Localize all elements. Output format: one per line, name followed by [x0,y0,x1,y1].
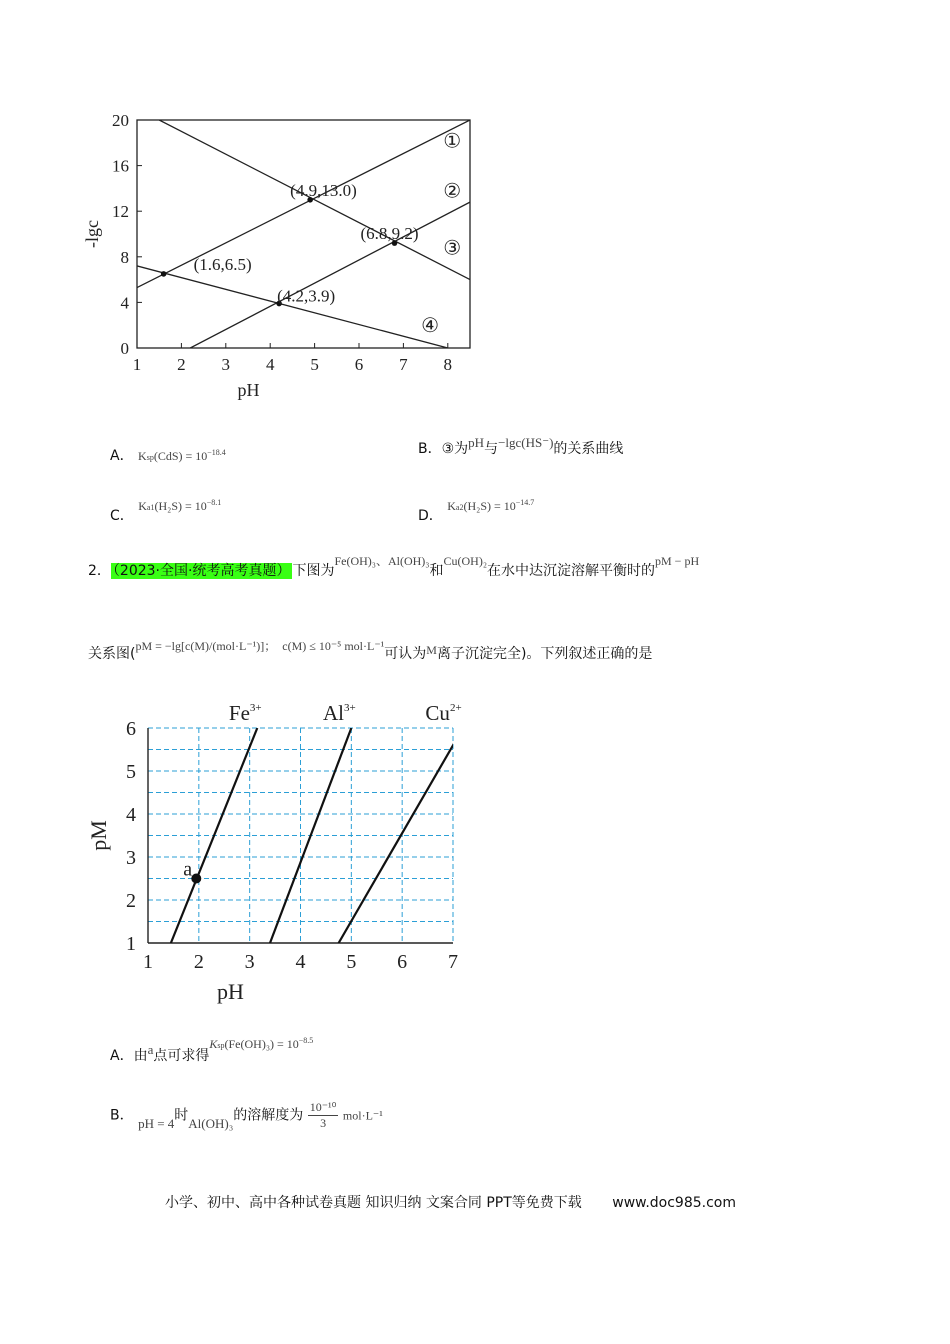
y-tick-label: 0 [120,339,129,358]
footer-text: 小学、初中、高中各种试卷真题 知识归纳 文案合同 PPT等免费下载 [165,1195,582,1211]
chart-lgc-vs-ph [80,108,500,408]
chart-pm-vs-ph [80,695,520,1015]
y-tick-label: 16 [112,156,129,176]
y-tick-label: 6 [126,718,136,740]
grid [148,728,453,943]
q1-option-b[interactable]: B．③为pH与−lgc(HS⁻)的关系曲线 [418,435,624,457]
x-tick-label: 4 [265,355,275,374]
x-tick-label: 5 [346,951,357,973]
x-tick-label: 4 [295,951,306,973]
series-group [137,120,470,348]
y-tick-label: 4 [120,293,129,313]
x-tick-label: 3 [221,355,231,374]
intersection-point [161,271,167,277]
curve-label-fe: $Fe^{3+}$ [228,701,262,725]
y-tick-label: 3 [126,847,136,869]
curve-label-3: ③ [443,237,462,260]
footer-url[interactable]: www.doc985.com [612,1195,736,1211]
curve-4 [137,266,448,348]
y-tick-label: 2 [126,890,136,912]
curve-al [270,728,351,943]
x-tick-label: 7 [399,355,408,374]
q2-stem-line2: 关系图($^{pM = -lg[c(M)/(mol\cdot L^{-1})];}$ $^{c(M) \le 10^{-5} mol\cdot L^{-1}}$可认为$^M$离子沉淀完全)。下列叙述正确的是 [88,639,653,662]
y-axis-label: pM [86,820,111,851]
q1-option-d[interactable]: D． $Ka2(H_2S) = 10^{-14.7}$ [418,498,535,524]
x-tick-label: 3 [244,951,255,973]
curve-label-1: ① [443,130,462,153]
point-a [191,874,201,884]
q1-option-c[interactable]: C． $Ka1(H_2S) = 10^{-8.1}$ [110,498,222,524]
y-tick-label: 5 [126,761,136,783]
x-tick-label: 6 [397,951,408,973]
q2-stem-line1: 2． （2023·全国·统考高考真题） 下图为$^{Fe(OH)_3、Al(OH)_3}$和$^{Cu(OH)_2}$在水中达沉淀溶解平衡时的$^{pM - pH}$ [88,554,700,579]
x-axis-label: pH [217,979,244,1004]
x-axis-label: pH [237,380,260,400]
curve-label-2: ② [443,180,462,203]
x-tick-label: 5 [310,355,319,374]
point-a-label: a [183,858,193,881]
y-tick-label: 8 [120,247,129,267]
point-label: (1.6,6.5) [193,254,252,274]
q2-option-b[interactable]: B． pH = 4时Al(OH)₃的溶解度为 $\frac{\text{10⁻¹⁰}}{3}$ mol·L⁻¹ [110,1100,383,1131]
q1-option-a[interactable]: A． $Ksp(CdS) = 10^{-18.4}$ [110,448,226,464]
footer [165,1192,736,1212]
point-label: (4.9,13.0) [290,180,357,200]
curve-label-al: $Al^{3+}$ [322,701,356,725]
source-tag: （2023·全国·统考高考真题） [112,563,291,579]
curve-2 [137,120,470,288]
y-tick-label: 4 [126,804,136,826]
x-tick-label: 8 [443,355,453,374]
point-label: (4.2,3.9) [277,286,336,306]
curve-label-cu: $Cu^{2+}$ [425,701,462,725]
x-tick-label: 6 [354,355,364,374]
x-tick-label: 1 [143,951,153,973]
x-tick-label: 2 [177,355,186,374]
y-tick-label: 1 [126,933,136,955]
x-tick-label: 2 [193,951,204,973]
x-tick-label: 1 [132,355,142,374]
point-label: (6.8,9.2) [360,224,419,244]
y-tick-label: 20 [112,111,129,130]
plot-frame [137,120,470,348]
q2-option-a[interactable]: A．由a点可求得$Ksp(Fe(OH)_3) = 10^{-8.5}$ [110,1036,314,1064]
y-axis-label: -lgc [82,220,102,248]
y-tick-label: 12 [112,202,129,222]
curve-label-4: ④ [421,315,440,338]
x-tick-label: 7 [448,951,458,973]
